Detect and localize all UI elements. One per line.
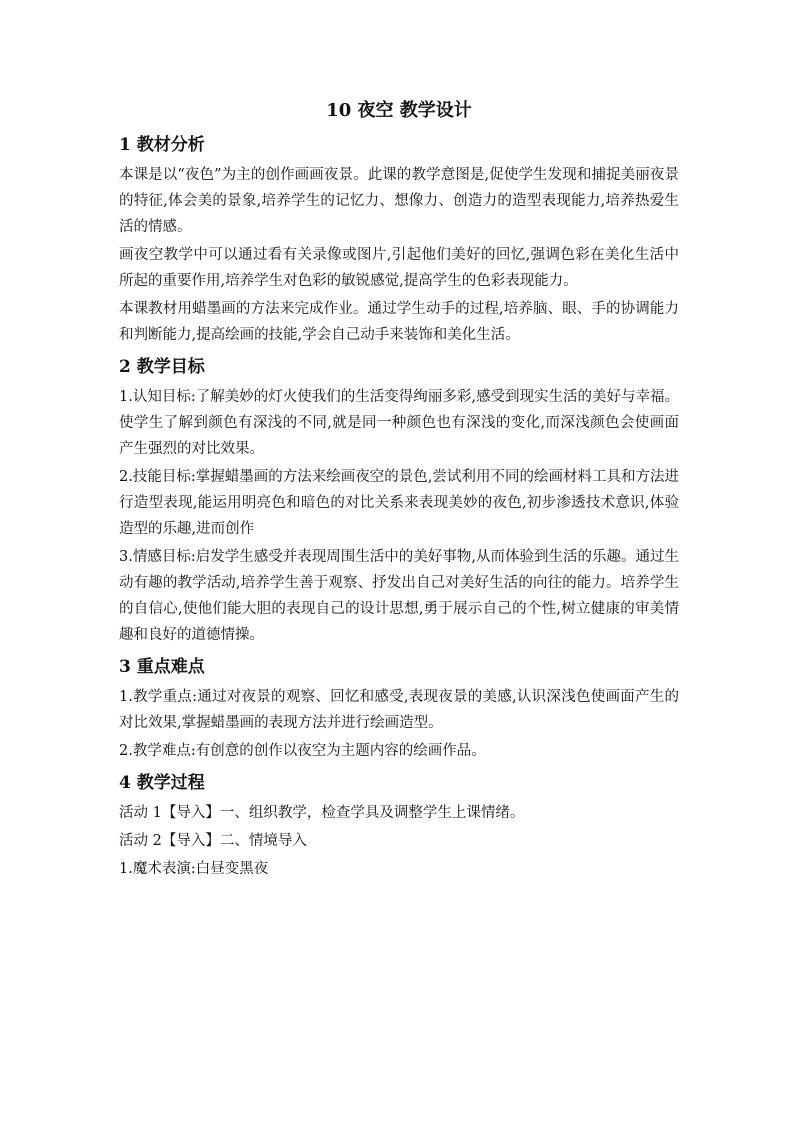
section-heading: 4 教学过程 bbox=[119, 773, 205, 793]
paragraph: 活动 2【导入】二、情境导入 bbox=[119, 833, 307, 849]
document-title: 10 夜空 教学设计 bbox=[326, 100, 472, 121]
section-heading: 2 教学目标 bbox=[119, 357, 205, 377]
section-heading: 1 教材分析 bbox=[119, 135, 205, 155]
section-key-points bbox=[119, 652, 679, 764]
section-heading: 3 重点难点 bbox=[119, 657, 205, 677]
section-analysis bbox=[119, 130, 679, 348]
paragraph: 3.情感目标:启发学生感受并表现周围生活中的美好事物,从而体验到生活的乐趣。通过生动有趣的教学活动,培养学生善于观察、抒发出自己对美好生活的向往的能力。培养学生的自信心,使他们能大胆的表现自己的设计思想,勇于展示自己的个性,树立健康的审美情趣和良好的道德情操。 bbox=[119, 549, 679, 643]
section-process bbox=[119, 768, 679, 882]
paragraph: 1.认知目标:了解美妙的灯火使我们的生活变得绚丽多彩,感受到现实生活的美好与幸福。使学生了解到颜色有深浅的不同,就是同一种颜色也有深浅的变化,而深浅颜色会使画面产生强烈的对比效果。 bbox=[119, 389, 679, 457]
section-objectives bbox=[119, 352, 679, 648]
paragraph: 本课是以“夜色”为主的创作画画夜景。此课的教学意图是,促使学生发现和捕捉美丽夜景的特征,体会美的景象,培养学生的记忆力、想像力、创造力的造型表现能力,培养热爱生活的情感。 bbox=[119, 167, 679, 235]
paragraph: 画夜空教学中可以通过看有关录像或图片,引起他们美好的回忆,强调色彩在美化生活中所起的重要作用,培养学生对色彩的敏锐感觉,提高学生的色彩表现能力。 bbox=[119, 247, 679, 289]
paragraph: 1.教学重点:通过对夜景的观察、回忆和感受,表现夜景的美感,认识深浅色使画面产生的对比效果,掌握蜡墨画的表现方法并进行绘画造型。 bbox=[119, 689, 679, 731]
paragraph: 2.技能目标:掌握蜡墨画的方法来绘画夜空的景色,尝试利用不同的绘画材料工具和方法进行造型表现,能运用明亮色和暗色的对比关系来表现美妙的夜色,初步渗透技术意识,体验造型的乐趣,进而创作 bbox=[119, 469, 679, 537]
paragraph: 1.魔术表演:白昼变黑夜 bbox=[119, 861, 269, 877]
paragraph: 本课教材用蜡墨画的方法来完成作业。通过学生动手的过程,培养脑、眼、手的协调能力和判断能力,提高绘画的技能,学会自己动手来装饰和美化生活。 bbox=[119, 301, 679, 343]
paragraph: 活动 1【导入】一、组织教学，检查学具及调整学生上课情绪。 bbox=[119, 805, 525, 821]
document-page bbox=[119, 96, 679, 886]
paragraph: 2.教学难点:有创意的创作以夜空为主题内容的绘画作品。 bbox=[119, 743, 486, 759]
